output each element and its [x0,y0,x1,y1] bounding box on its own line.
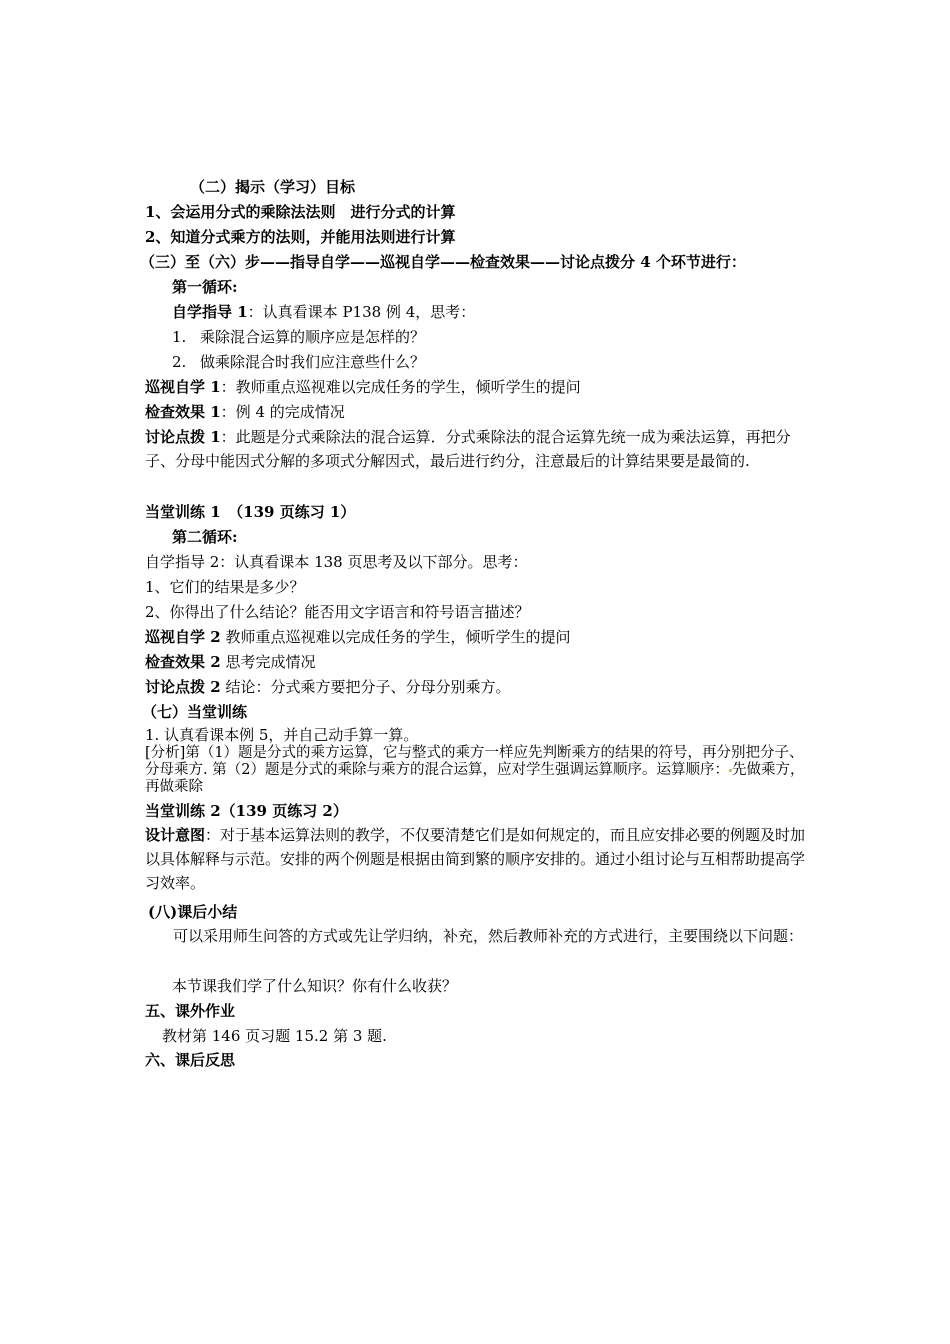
loop1-check-label: 检查效果 1 [145,403,221,421]
section7-item-1: 1. 认真看课本例 5，并自己动手算一算。 [145,726,419,744]
goal-1: 1、会运用分式的乘除法法则 进行分式的计算 [145,203,456,221]
question-text: 乘除混合运算的顺序应是怎样的？ [200,328,426,346]
loop2-discuss [145,678,510,696]
loop2-check-text: 思考完成情况 [220,653,316,671]
section8-paragraph [145,924,810,948]
loop2-question-1: 1、它们的结果是多少？ [145,578,305,596]
section7-practice2: 当堂训练 2（139 页练习 2） [145,802,348,820]
loop1-practice: 当堂训练 1 （139 页练习 1） [145,503,356,521]
section7-analysis [145,745,810,796]
analysis-text: [分析]第（1）题是分式的乘方运算，它与整式的乘方一样应先判断乘方的结果的符号，再分别把分子、分母乘方. 第（2）题是分式的乘除与乘方的混合运算，应对学生强调运算顺序。运算顺序： [145,745,804,778]
reflection-heading: 六、课后反思 [145,1051,236,1069]
loop1-patrol-text: ：教师重点巡视难以完成任务的学生，倾听学生的提问 [220,378,581,396]
section8-heading: (八)课后小结 [148,903,238,921]
loop2-title: 第二循环: [172,528,238,546]
loop2-patrol-label: 巡视自学 2 [145,628,221,646]
loop1-discuss-label: 讨论点拨 1 [145,428,221,446]
loop2-check-label: 检查效果 2 [145,653,221,671]
design-text: ：对于基本运算法则的教学，不仅要清楚它们是如何规定的，而且应安排必要的例题及时加以具体解释与示范。安排的两个例题是根据由简到繁的顺序安排的。通过小组讨论与互相帮助提高学习效率。 [145,826,806,892]
loop2-patrol [145,628,570,646]
loop2-guide: 自学指导 2：认真看课本 138 页思考及以下部分。思考： [145,553,528,571]
loop1-guide-label: 自学指导 1 [172,303,248,321]
loop2-discuss-label: 讨论点拨 2 [145,678,221,696]
loop1-guide [172,303,475,321]
goal-2: 2、知道分式乘方的法则，并能用法则进行计算 [145,228,456,246]
loop1-discuss [145,425,810,473]
question-number: 1. [172,328,187,346]
loop1-title: 第一循环: [172,278,238,296]
loop1-question-1 [172,328,425,346]
section8-question: 本节课我们学了什么知识？你有什么收获？ [172,977,458,995]
loop1-question-2 [172,353,425,371]
design-label: 设计意图 [145,826,206,844]
loop2-check [145,653,315,671]
section2-heading: （二）揭示（学习）目标 [190,178,356,196]
section7-heading: （七）当堂训练 [142,703,248,721]
question-text: 做乘除混合时我们应注意些什么？ [200,353,426,371]
homework-text: 教材第 146 页习题 15.2 第 3 题. [162,1027,387,1045]
homework-heading: 五、课外作业 [145,1002,236,1020]
loop1-check [145,403,345,421]
analysis-order: 先做乘方，再做乘除 [145,762,805,795]
loop2-discuss-text: 结论：分式乘方要把分子、分母分别乘方。 [220,678,511,696]
loop1-discuss-text: ：此题是分式乘除法的混合运算．分式乘除法的混合运算先统一成为乘法运算，再把分子、分母中能因式分解的多项式分解因式，最后进行约分，注意最后的计算结果要是最简的. [145,428,791,470]
loop1-patrol [145,378,581,396]
loop2-patrol-text: 教师重点巡视难以完成任务的学生，倾听学生的提问 [220,628,571,646]
loop2-question-2: 2、你得出了什么结论？能否用文字语言和符号语言描述？ [145,603,530,621]
section8-paragraph-text: 可以采用师生问答的方式或先让学归纳，补充，然后教师补充的方式进行，主要围绕以下问题： [173,927,804,945]
question-number: 2. [172,353,187,371]
loop1-check-text: ：例 4 的完成情况 [220,403,345,421]
section7-design [145,823,810,895]
steps-intro: （三）至（六）步——指导自学——巡视自学——检查效果——讨论点拨分 4 个环节进行： [140,253,746,271]
loop1-guide-text: ：认真看课本 P138 例 4，思考： [247,303,476,321]
loop1-patrol-label: 巡视自学 1 [145,378,221,396]
